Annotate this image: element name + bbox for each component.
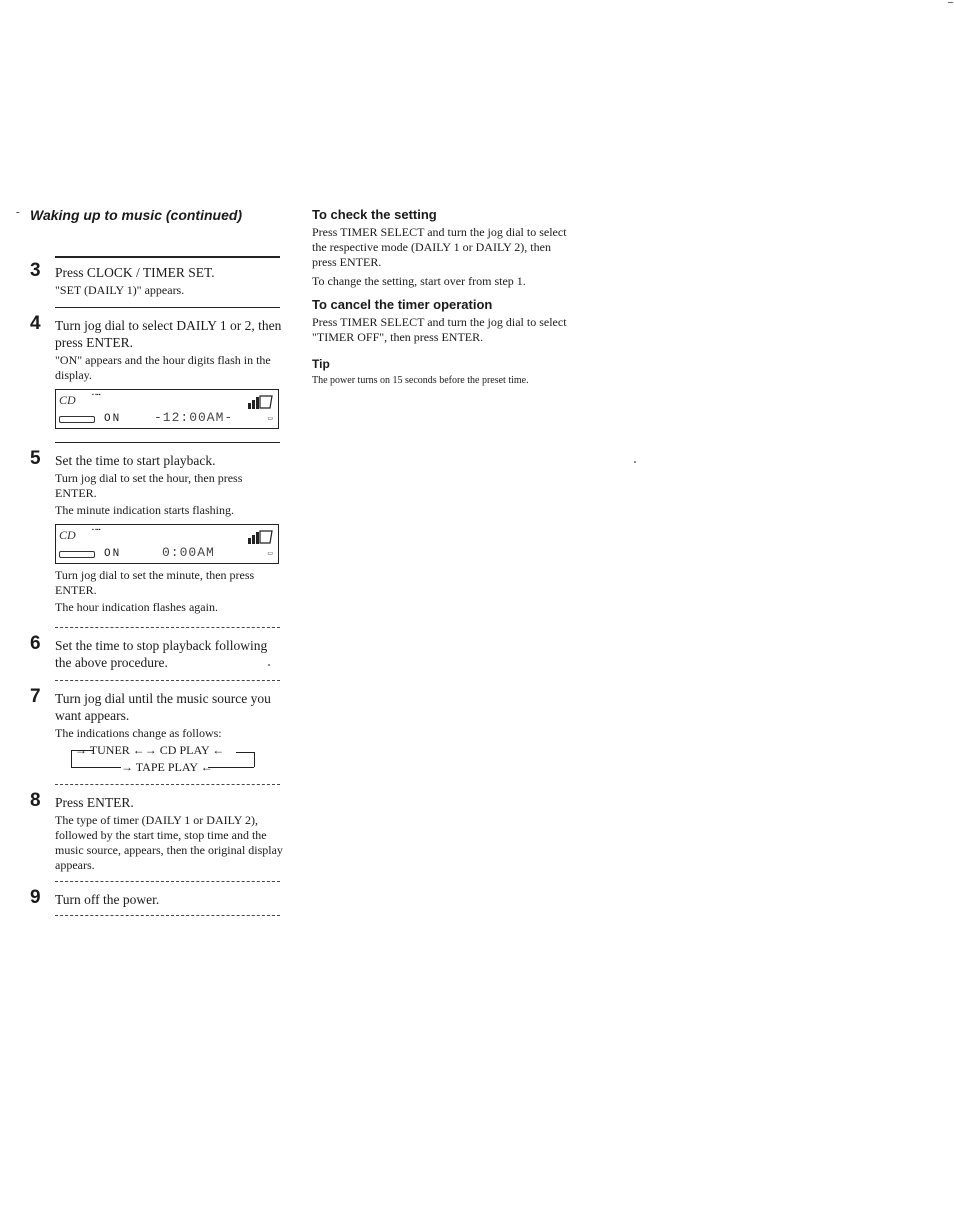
lcd-on-text: ON [104, 413, 122, 425]
step-4 [30, 313, 285, 433]
lcd-display-illustration [55, 524, 279, 564]
check-setting-heading: To check the setting [312, 207, 437, 222]
lcd-time-text: 0:00AM [162, 545, 215, 560]
step-3 [30, 260, 285, 300]
step-5 [30, 448, 285, 617]
step-note: The minute indication starts flashing. [55, 503, 234, 517]
divider [55, 256, 280, 258]
divider [55, 442, 280, 443]
indicator-triangle-icon: ▭ [267, 416, 273, 422]
divider [55, 680, 280, 681]
step-note: Turn jog dial to set the minute, then press ENTER. [55, 568, 255, 597]
step-number: 7 [30, 686, 41, 707]
lcd-indicator-dots: ▪ ▪▪▪ [92, 392, 101, 398]
cycle-bottom-row: → TAPE PLAY ← [121, 760, 213, 774]
lcd-display-illustration [55, 389, 279, 429]
cycle-line [71, 767, 121, 768]
step-9 [30, 887, 285, 908]
step-number: 9 [30, 887, 41, 908]
tape-bar-icon [59, 416, 95, 423]
stray-mark: - [16, 206, 20, 218]
divider [55, 784, 280, 785]
step-8 [30, 790, 285, 875]
step-note: The hour indication flashes again. [55, 600, 218, 614]
divider [55, 307, 280, 308]
disc-symbol-icon: CD [59, 528, 76, 542]
step-number: 6 [30, 633, 41, 654]
step-instruction: Turn off the power. [55, 892, 160, 907]
cycle-line [71, 750, 72, 767]
step-6 [30, 633, 285, 671]
lcd-time-text: -12:00AM- [154, 410, 234, 425]
cycle-line [208, 767, 254, 768]
step-instruction: Press CLOCK / TIMER SET. [55, 265, 215, 280]
step-note: Turn jog dial to set the hour, then press ENTER. [55, 471, 243, 500]
volume-meter-icon [246, 393, 274, 411]
step-number: 5 [30, 448, 41, 469]
step-note: "ON" appears and the hour digits flash in the display. [55, 353, 271, 382]
scan-speck [948, 2, 953, 3]
step-instruction: Set the time to stop playback following the above procedure. [55, 638, 268, 670]
step-number: 3 [30, 260, 41, 281]
check-setting-change-text: To change the setting, start over from step 1. [312, 274, 526, 288]
divider [55, 915, 280, 916]
cycle-top-row: → TUNER ←→ CD PLAY ← [75, 743, 225, 757]
step-note: The indications change as follows: [55, 726, 222, 740]
divider [55, 881, 280, 882]
check-setting-text: Press TIMER SELECT and turn the jog dial to select the respective mode (DAILY 1 or DAILY 2), then press ENTER. [312, 225, 567, 269]
divider [55, 627, 280, 628]
cancel-timer-text: Press TIMER SELECT and turn the jog dial to select "TIMER OFF", then press ENTER. [312, 315, 567, 344]
lcd-on-text: ON [104, 548, 122, 560]
volume-meter-icon [246, 528, 274, 546]
step-instruction: Turn jog dial to select DAILY 1 or 2, then press ENTER. [55, 318, 282, 350]
step-7 [30, 686, 285, 779]
step-instruction: Set the time to start playback. [55, 453, 216, 468]
indicator-triangle-icon: ▭ [267, 551, 273, 557]
step-number: 4 [30, 313, 41, 334]
step-number: 8 [30, 790, 41, 811]
step-note: The type of timer (DAILY 1 or DAILY 2), followed by the start time, stop time and the music source, appears, then the original display appears. [55, 813, 283, 872]
tip-heading: Tip [312, 357, 330, 371]
cycle-line [236, 752, 254, 753]
source-cycle-diagram [55, 743, 265, 779]
right-column [312, 207, 572, 388]
cancel-timer-heading: To cancel the timer operation [312, 297, 493, 312]
step-instruction: Press ENTER. [55, 795, 134, 810]
disc-symbol-icon: CD [59, 393, 76, 407]
step-instruction: Turn jog dial until the music source you want appears. [55, 691, 271, 723]
scan-speck [634, 461, 636, 463]
tip-text: The power turns on 15 seconds before the preset time. [312, 375, 529, 386]
section-title: Waking up to music (continued) [30, 207, 243, 223]
scan-speck [268, 664, 270, 666]
cycle-line [254, 752, 255, 767]
lcd-indicator-dots: ▪ ▪▪▪ [92, 527, 101, 533]
tape-bar-icon [59, 551, 95, 558]
step-note: "SET (DAILY 1)" appears. [55, 283, 185, 297]
